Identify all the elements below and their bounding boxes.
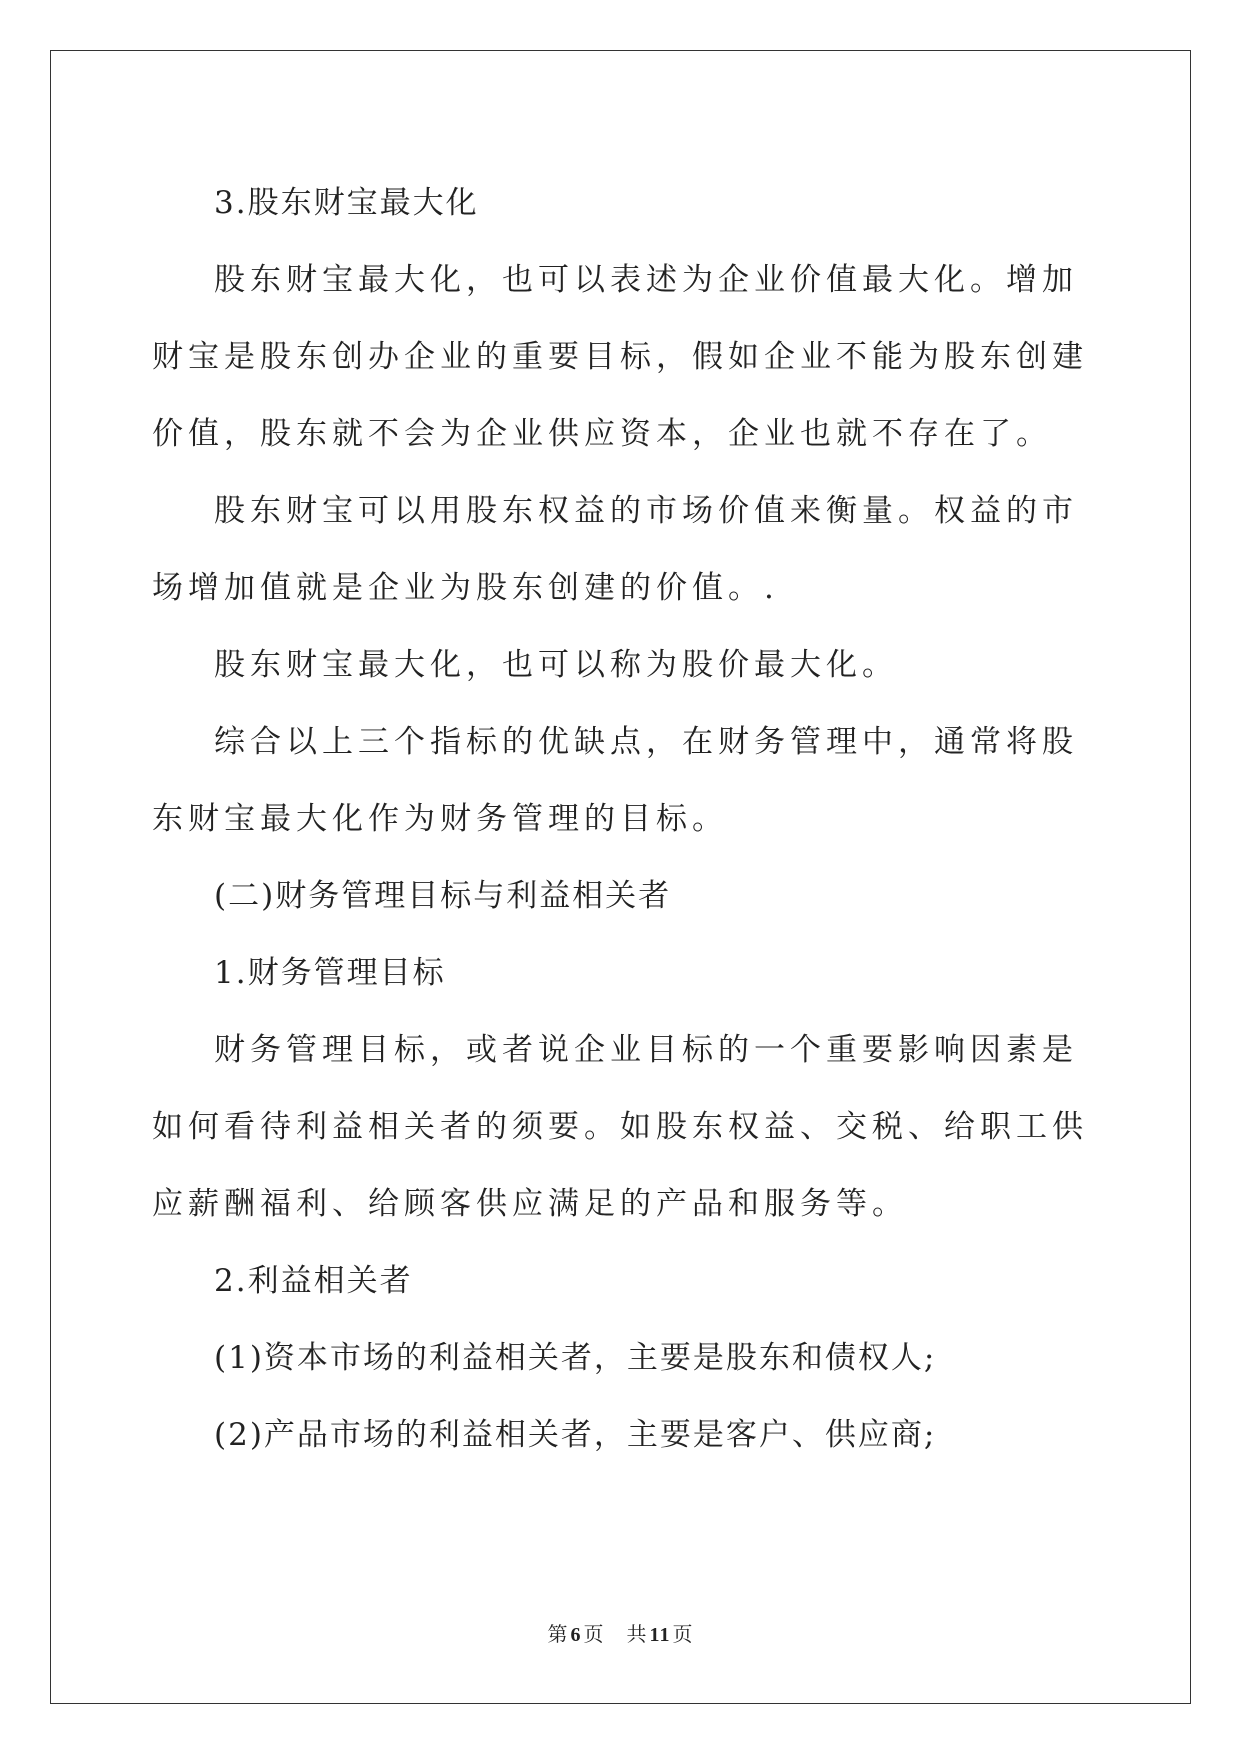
paragraph-wealth-definition: 股东财宝最大化，也可以表述为企业价值最大化。增加财宝是股东创办企业的重要目标，假如企业不能为股东创建价值，股东就不会为企业供应资本，企业也就不存在了。 [152, 262, 1088, 452]
page-footer [0, 1618, 1241, 1647]
page-prefix: 第 [547, 1622, 569, 1646]
total-prefix: 共 [626, 1622, 648, 1646]
list-item-capital-market: (1)资本市场的利益相关者，主要是股东和债权人; [214, 1340, 937, 1376]
subheading-stakeholders: 2.利益相关者 [214, 1263, 413, 1299]
paragraph-share-price: 股东财宝最大化，也可以称为股价最大化。 [214, 647, 898, 683]
paragraph-summary: 综合以上三个指标的优缺点，在财务管理中，通常将股东财宝最大化作为财务管理的目标。 [152, 724, 1078, 837]
section-heading-stakeholders: (二)财务管理目标与利益相关者 [214, 878, 672, 914]
paragraph-wealth-measurement: 股东财宝可以用股东权益的市场价值来衡量。权益的市场增加值就是企业为股东创建的价值。. [152, 493, 1078, 606]
page-number: 6 [570, 1624, 582, 1646]
paragraph-financial-goal: 财务管理目标，或者说企业目标的一个重要影响因素是如何看待利益相关者的须要。如股东权益、交税、给职工供应薪酬福利、给顾客供应满足的产品和服务等。 [152, 1032, 1088, 1222]
document-body [152, 165, 1092, 1474]
section-heading-shareholder-wealth: 3.股东财宝最大化 [214, 185, 479, 221]
page-suffix: 页 [583, 1622, 605, 1646]
total-pages: 11 [649, 1624, 671, 1646]
total-suffix: 页 [672, 1622, 694, 1646]
subheading-financial-goal: 1.财务管理目标 [214, 955, 446, 991]
list-item-product-market: (2)产品市场的利益相关者，主要是客户、供应商; [214, 1417, 937, 1453]
